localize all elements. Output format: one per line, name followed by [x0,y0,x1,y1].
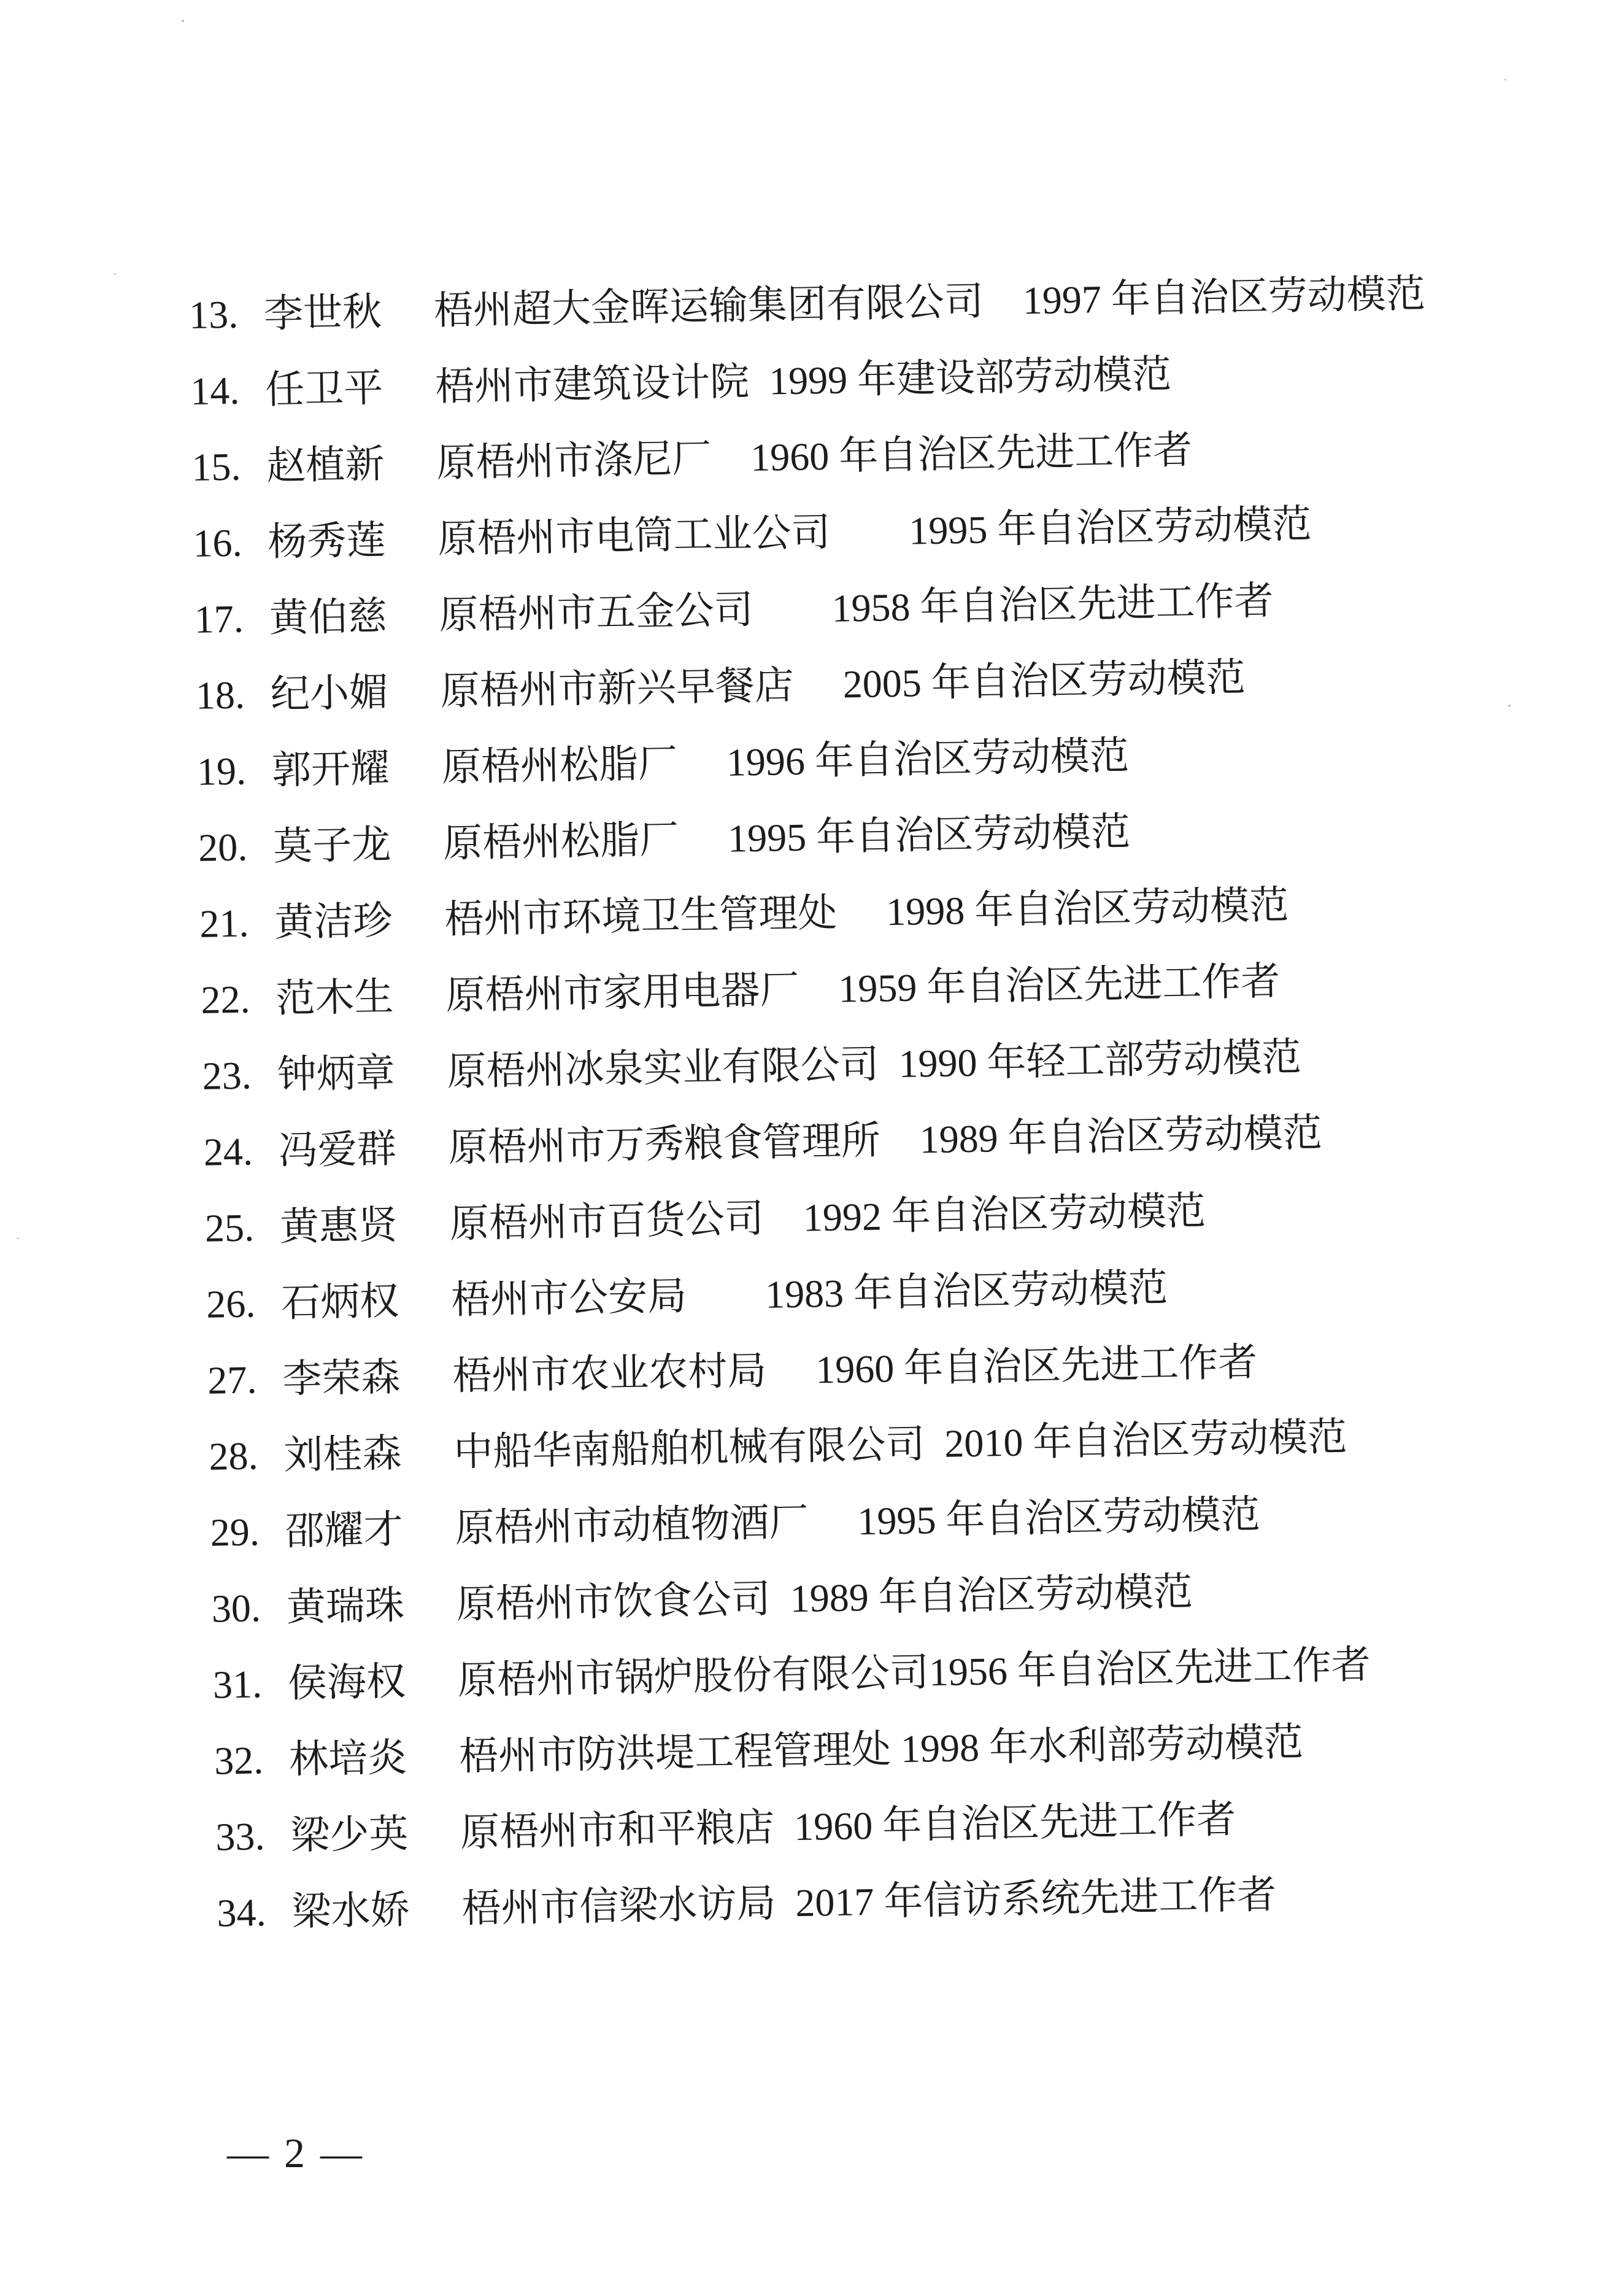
entry-organization: 原梧州市五金公司 [439,588,754,637]
entry-separator [890,1727,901,1771]
entry-separator [766,1348,816,1392]
entry-number: 14. [190,368,240,413]
entry-award: 1960 年自治区先进工作者 [750,428,1193,480]
entry-name: 赵植新 [266,442,385,488]
entry-organization: 梧州市环境卫生管理处 [444,891,838,941]
entry-award: 1990 年轻工部劳动模范 [898,1035,1302,1086]
entry-number: 26. [206,1281,256,1326]
entry-number: 27. [207,1358,257,1402]
entry-name: 黄惠贤 [279,1203,398,1249]
page-number: — 2 — [227,2130,364,2176]
scan-speck [114,273,116,275]
entry-separator [879,1042,899,1086]
entry-organization: 梧州超大金晖运输集团有限公司 [433,279,984,333]
entry-organization: 原梧州松脂厂 [441,741,678,789]
entry-number: 23. [202,1053,252,1098]
entry-award: 2005 年自治区劳动模范 [842,655,1246,706]
scan-speck [17,1237,19,1239]
entry-name: 黄洁珍 [274,899,393,945]
entry-name: 李荣森 [282,1355,401,1401]
entry-separator [793,662,843,706]
entry-number: 32. [214,1738,264,1783]
entry-number: 19. [196,749,247,794]
entry-name: 梁水娇 [291,1888,410,1934]
entry-organization: 原梧州市家用电器厂 [445,967,800,1018]
entry-organization: 原梧州市涤尼厂 [436,436,712,485]
entry-organization: 梧州市公安局 [450,1274,687,1322]
entry-separator [799,967,839,1011]
entry-organization: 梧州市农业农村局 [452,1348,767,1398]
entry-award: 1958 年自治区先进工作者 [831,579,1274,630]
entry-separator [925,1422,945,1466]
entry-organization: 原梧州市新兴早餐店 [440,663,795,713]
entry-name: 邵耀才 [285,1507,404,1553]
entry-award: 1959 年自治区先进工作者 [838,959,1281,1011]
entry-number: 24. [203,1129,253,1174]
entry-name: 郭开耀 [271,746,390,792]
entry-number: 33. [215,1814,265,1859]
scan-speck [1504,79,1506,80]
entry-separator [830,509,909,554]
entry-name: 任卫平 [264,366,383,412]
entry-separator [678,817,728,861]
entry-name: 纪小媚 [270,670,389,716]
entry-number: 18. [195,673,245,717]
entry-name: 黄瑞珠 [286,1583,405,1629]
entry-name: 梁少英 [290,1812,409,1858]
entry-organization: 原梧州市和平粮店 [460,1805,775,1855]
entry-separator [776,1881,796,1925]
entry-separator [880,1118,920,1162]
entry-award: 1998 年自治区劳动模范 [885,883,1289,934]
entry-award: 1989 年自治区劳动模范 [790,1569,1193,1621]
entry-number: 21. [199,901,249,946]
entry-number: 13. [188,292,239,337]
entry-organization: 梧州市建筑设计院 [434,360,750,409]
entry-award: 1998 年水利部劳动模范 [900,1720,1304,1771]
entry-award: 1983 年自治区劳动模范 [765,1266,1168,1316]
entry-name: 范木生 [275,975,395,1021]
entry-organization: 原梧州市万秀粮食管理所 [448,1118,881,1170]
entry-name: 钟炳章 [277,1051,396,1097]
entry-award: 1996 年自治区劳动模范 [726,733,1130,784]
entry-award: 1960 年自治区先进工作者 [793,1797,1236,1849]
entry-award: 1995 年自治区劳动模范 [857,1492,1261,1544]
entry-organization: 原梧州市电筒工业公司 [437,510,831,561]
entry-organization: 原梧州市锅炉股份有限公司 [457,1650,930,1703]
entry-separator [983,279,1023,323]
scan-speck [182,20,184,22]
entry-number: 29. [210,1510,260,1555]
entry-award: 1960 年自治区先进工作者 [815,1340,1258,1392]
entry-award: 1997 年自治区劳动模范 [1022,271,1426,323]
entry-award: 1989 年自治区劳动模范 [919,1110,1323,1162]
entry-name: 莫子龙 [272,822,391,868]
entry-organization: 原梧州市百货公司 [449,1196,765,1246]
entry-separator [770,1577,790,1621]
entry-organization: 原梧州市饮食公司 [456,1577,771,1626]
entry-name: 林培炎 [288,1736,407,1782]
entry-organization: 原梧州松脂厂 [442,818,679,865]
entry-number: 17. [194,597,244,641]
entry-number: 30. [211,1586,261,1631]
entry-organization: 梧州市防洪堤工程管理处 [458,1727,892,1779]
entry-number: 20. [198,825,248,870]
entry-number: 16. [192,520,243,565]
entry-number: 15. [191,444,242,489]
entry-separator [837,890,887,934]
entry-number: 31. [212,1662,263,1707]
entry-award: 2010 年自治区劳动模范 [944,1415,1347,1466]
entry-name: 冯爱群 [278,1127,397,1173]
entry-name: 黄伯慈 [269,594,388,640]
entry-separator [763,1196,803,1240]
honor-roll-list [188,256,1454,1952]
entry-award: 1956 年自治区先进工作者 [928,1642,1371,1695]
entry-name: 刘桂森 [283,1431,402,1477]
entry-name: 李世秋 [263,290,382,336]
entry-number: 25. [204,1205,255,1250]
entry-number: 28. [208,1434,259,1478]
entry-separator [711,436,751,480]
entry-organization: 梧州市信梁水访局 [461,1881,777,1931]
entry-separator [686,1273,765,1318]
entry-award: 1992 年自治区劳动模范 [803,1189,1206,1240]
entry-number: 34. [216,1890,267,1935]
scan-speck [1508,705,1511,707]
entry-separator [808,1499,858,1544]
entry-award: 1995 年自治区劳动模范 [727,810,1131,860]
entry-separator [749,360,769,404]
entry-organization: 中船华南船舶机械有限公司 [453,1422,925,1474]
entry-award: 1995 年自治区劳动模范 [908,502,1312,553]
entry-name: 杨秀莲 [267,518,387,564]
entry-separator [677,741,726,785]
entry-organization: 原梧州冰泉实业有限公司 [447,1042,880,1094]
entry-separator [774,1805,795,1849]
entry-separator [753,587,832,632]
entry-name: 侯海权 [287,1660,406,1706]
entry-organization: 原梧州市动植物酒厂 [455,1500,809,1550]
entry-award: 1999 年建设部劳动模范 [768,352,1172,403]
entry-number: 22. [200,977,251,1022]
entry-name: 石炳权 [280,1279,399,1325]
entry-award: 2017 年信访系统先进工作者 [795,1873,1277,1925]
